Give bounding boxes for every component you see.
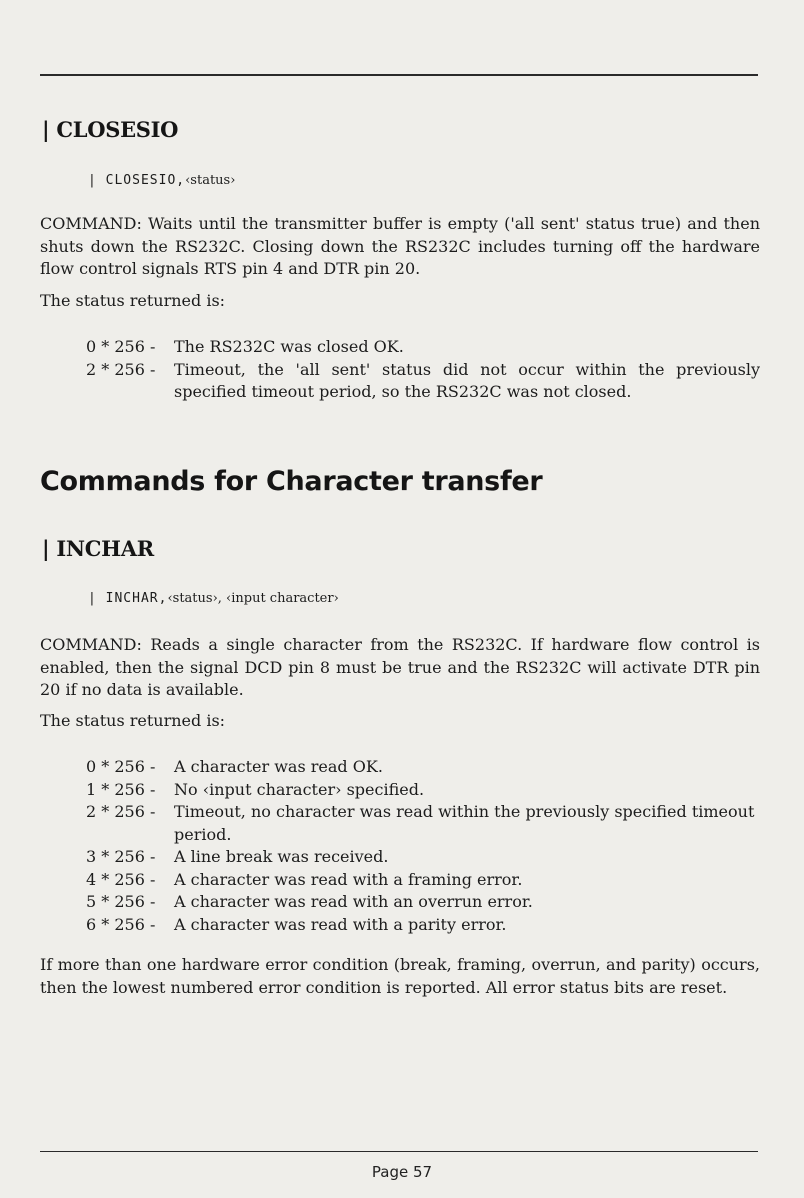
status-text: A character was read with an overrun error. bbox=[174, 892, 533, 911]
inchar-syntax bbox=[88, 590, 339, 606]
status-text: A character was read with a parity error. bbox=[174, 914, 507, 934]
status-item bbox=[40, 914, 760, 937]
section-title: Commands for Character transfer bbox=[40, 466, 543, 497]
status-item bbox=[40, 891, 760, 914]
status-text: A line break was received. bbox=[174, 847, 389, 866]
status-code: 2 * 256 - bbox=[86, 802, 156, 821]
status-text: A character was read OK. bbox=[174, 757, 383, 776]
status-item bbox=[40, 359, 760, 404]
closesio-heading: | CLOSESIO bbox=[42, 117, 179, 142]
status-text: Timeout, the 'all sent' status did not occur within the previously specified timeout period, so the RS232C was not closed. bbox=[174, 359, 760, 401]
inchar-heading: | INCHAR bbox=[42, 536, 154, 561]
closesio-syntax-args: ‹status› bbox=[185, 173, 236, 188]
status-item bbox=[40, 869, 760, 892]
status-code: 3 * 256 - bbox=[86, 847, 156, 866]
inchar-description: COMMAND: Reads a single character from the RS232C. If hardware flow control is enabled, then the signal DCD pin 8 must be true and the RS232C will activate DTR pin 20 if no data is available. bbox=[40, 635, 760, 699]
status-code: 4 * 256 - bbox=[86, 869, 156, 889]
top-rule bbox=[40, 74, 758, 76]
closesio-syntax bbox=[88, 172, 235, 188]
status-item bbox=[40, 846, 760, 869]
status-item bbox=[40, 779, 760, 802]
status-item bbox=[40, 336, 760, 359]
status-code: 6 * 256 - bbox=[86, 914, 156, 934]
status-code: 0 * 256 - bbox=[86, 337, 156, 356]
status-item bbox=[40, 801, 760, 846]
status-text: A character was read with a framing error. bbox=[174, 869, 523, 889]
inchar-syntax-keyword: | INCHAR, bbox=[88, 591, 168, 606]
inchar-status-intro: The status returned is: bbox=[40, 711, 226, 730]
inchar-status-list bbox=[40, 756, 760, 936]
status-text: No ‹input character› specified. bbox=[174, 779, 425, 799]
closesio-syntax-keyword: | CLOSESIO, bbox=[88, 173, 186, 188]
status-code: 5 * 256 - bbox=[86, 892, 156, 911]
status-item bbox=[40, 756, 760, 779]
bottom-rule bbox=[40, 1151, 758, 1152]
closesio-status-list bbox=[40, 336, 760, 404]
status-code: 0 * 256 - bbox=[86, 757, 156, 776]
inchar-footnote: If more than one hardware error condition (break, framing, overrun, and parity) occurs, then the lowest numbered error condition is reported. All error status bits are reset. bbox=[40, 955, 760, 997]
status-text: Timeout, no character was read within the previously specified timeout period. bbox=[174, 802, 755, 844]
inchar-syntax-args: ‹status›, ‹input character› bbox=[167, 591, 339, 606]
status-code: 1 * 256 - bbox=[86, 779, 156, 799]
closesio-status-intro: The status returned is: bbox=[40, 291, 226, 310]
closesio-description: COMMAND: Waits until the transmitter buffer is empty ('all sent' status true) and then shuts down the RS232C. Closing down the RS232C includes turning off the hardware flow control signals RTS pin 4 and DTR pin 20. bbox=[40, 214, 760, 278]
status-text: The RS232C was closed OK. bbox=[174, 337, 404, 356]
status-code: 2 * 256 - bbox=[86, 359, 156, 379]
page-number: Page 57 bbox=[371, 1163, 433, 1181]
